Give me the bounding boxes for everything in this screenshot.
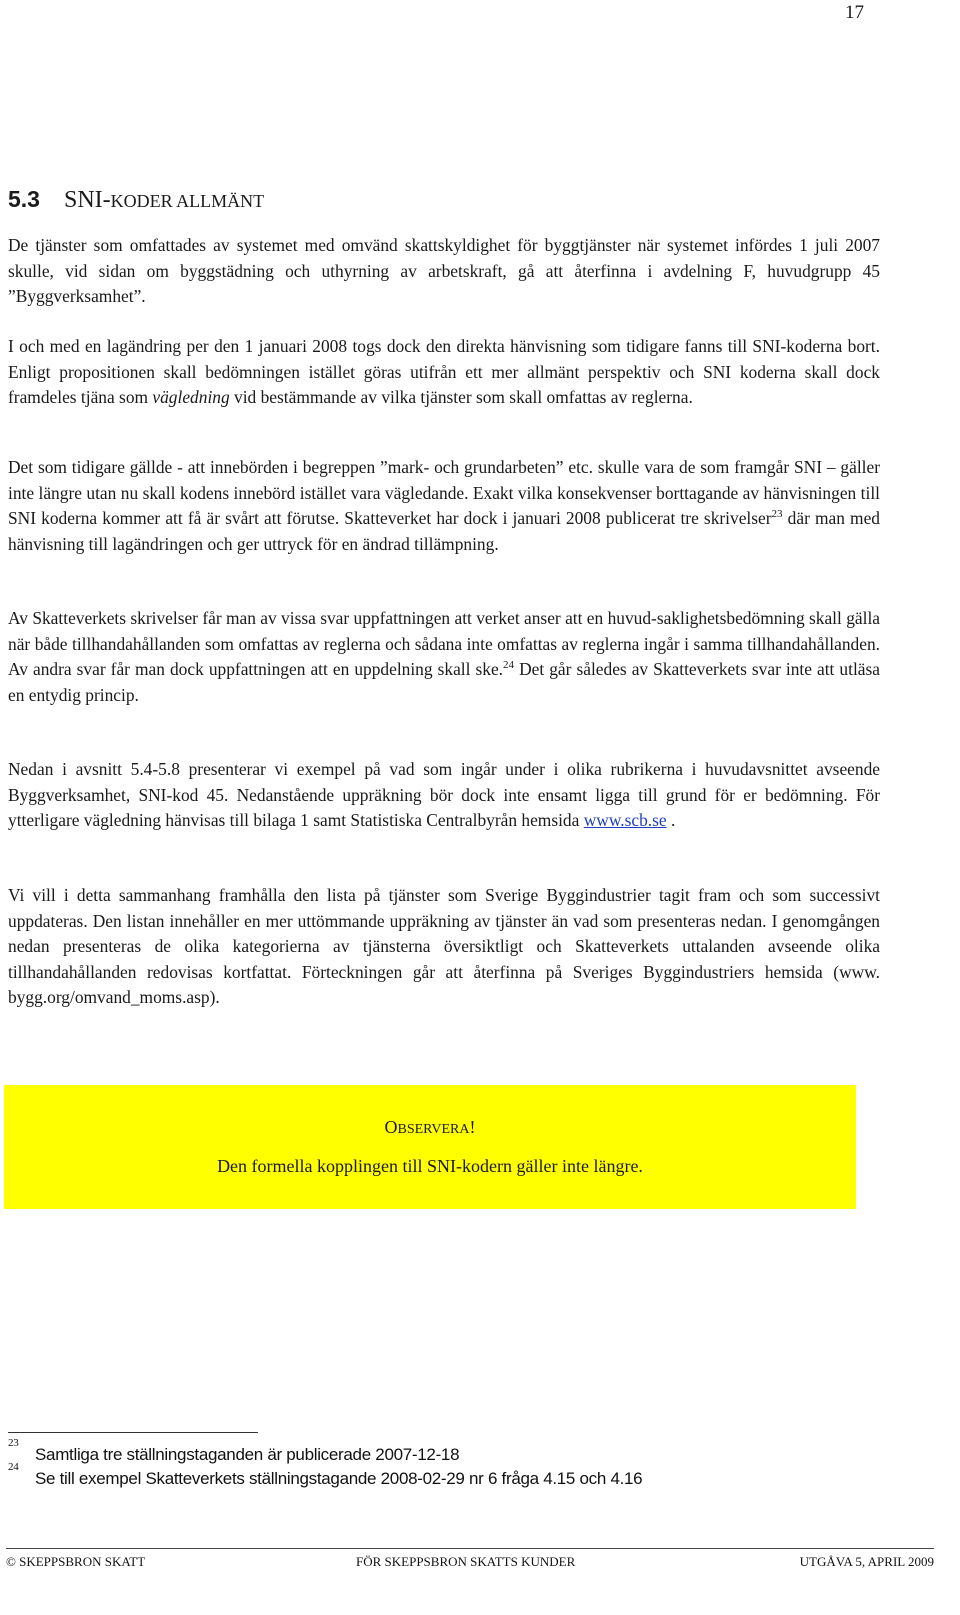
emphasis-vagledning: vägledning [152, 387, 230, 407]
footnote-number: 23 [8, 1437, 19, 1449]
footer-center: FÖR SKEPPSBRON SKATTS KUNDER [356, 1554, 576, 1569]
paragraph-5: Nedan i avsnitt 5.4-5.8 presenterar vi exempel på vad som ingår under i olika rubrikerna i huvudavsnittet avseende Byggverksamhet, SNI-kod 45. Nedanstående uppräkning bör dock inte ensamt ligga till grund för er bedömning. För ytterligare vägledning hänvisas till bilaga 1 samt Statistiska Centralbyrån hemsida www.scb.se . [8, 759, 880, 830]
footnote-text: Se till exempel Skatteverkets ställningstagande 2008-02-29 nr 6 fråga 4.15 och 4.16 [35, 1469, 643, 1488]
paragraph-3: Det som tidigare gällde - att innebörden i begreppen ”mark- och grundarbeten” etc. skulle vara de som framgår SNI – gäller inte längre utan nu skall kodens innebörd istället vara vägledande. Exakt vilka konsekvenser borttagande av hänvisningen till SNI koderna kommer att få är svårt att förutse. Skatteverket har dock i januari 2008 publicerat tre skrivelser$^{23}$ där man med hänvisning till lagändringen och ger uttryck för en ändrad tillämpning. [8, 457, 880, 554]
section-title: SNI-KODER ALLMÄNT [63, 187, 265, 213]
footer-left: © SKEPPSBRON SKATT [6, 1554, 146, 1569]
paragraph-4: Av Skatteverkets skrivelser får man av vissa svar uppfattningen att verket anser att en huvud-saklighetsbedömning skall gälla när både tillhandahållanden som omfattas av reglerna och sådana inte omfattas av reglerna ingår i samma tillhandahållanden. Av andra svar får man dock uppfattningen att en uppdelning skall ske.$^{24}$ Det går således av Skatteverkets svar inte att utläsa en entydig princip. [8, 608, 880, 705]
notice-text: Den formella kopplingen till SNI-kodern gäller inte längre. [217, 1156, 643, 1176]
section-heading [8, 186, 264, 214]
notice-box [4, 1085, 856, 1209]
paragraph-6: Vi vill i detta sammanhang framhålla den lista på tjänster som Sverige Byggindustrier tagit fram och som successivt uppdateras. Den listan innehåller en mer uttömmande uppräkning av tjänster än vad som presenteras nedan. I genomgången nedan presenteras de olika kategorierna av tjänsterna översiktligt och Skatteverkets uttalanden avseende olika tillhandahållanden redovisas kortfattat. Förteckningen går att återfinna på Sveriges Byggindustriers hemsida (www. bygg.org/omvand_moms.asp). [8, 885, 880, 1007]
footer-right: UTGÅVA 5, APRIL 2009 [799, 1554, 934, 1569]
footnote-text: Samtliga tre ställningstaganden är publicerade 2007-12-18 [35, 1445, 460, 1464]
paragraph-2: I och med en lagändring per den 1 januari 2008 togs dock den direkta hänvisning som tidigare fanns till SNI-koderna bort. Enligt propositionen skall bedömningen istället göras utifrån ett mer allmänt perspektiv och SNI koderna skall dock framdeles tjäna som vägledning vid bestämmande av vilka tjänster som skall omfattas av reglerna. [8, 336, 880, 407]
footnote-ref-24[interactable]: 24 [503, 659, 515, 672]
footnote-24 [8, 1461, 888, 1491]
paragraph-1: De tjänster som omfattades av systemet med omvänd skattskyldighet för byggtjänster när systemet infördes 1 juli 2007 skulle, vid sidan om byggstädning och uthyrning av arbetskraft, gå att återfinna i avdelning F, huvudgrupp 45 ”Byggverksamhet”. [8, 235, 880, 306]
page-number: 17 [845, 2, 864, 23]
section-number: 5.3 [8, 186, 40, 212]
footnote-divider [8, 1432, 258, 1433]
footnotes [8, 1437, 888, 1491]
footnote-23 [8, 1437, 888, 1467]
page-footer [6, 1552, 934, 1572]
notice-label: OBSERVERA! [384, 1117, 476, 1137]
footnote-number: 24 [8, 1461, 19, 1473]
scb-link[interactable]: www.scb.se [583, 810, 667, 830]
footer-divider [6, 1548, 934, 1549]
footnote-ref-23[interactable]: 23 [771, 508, 783, 521]
